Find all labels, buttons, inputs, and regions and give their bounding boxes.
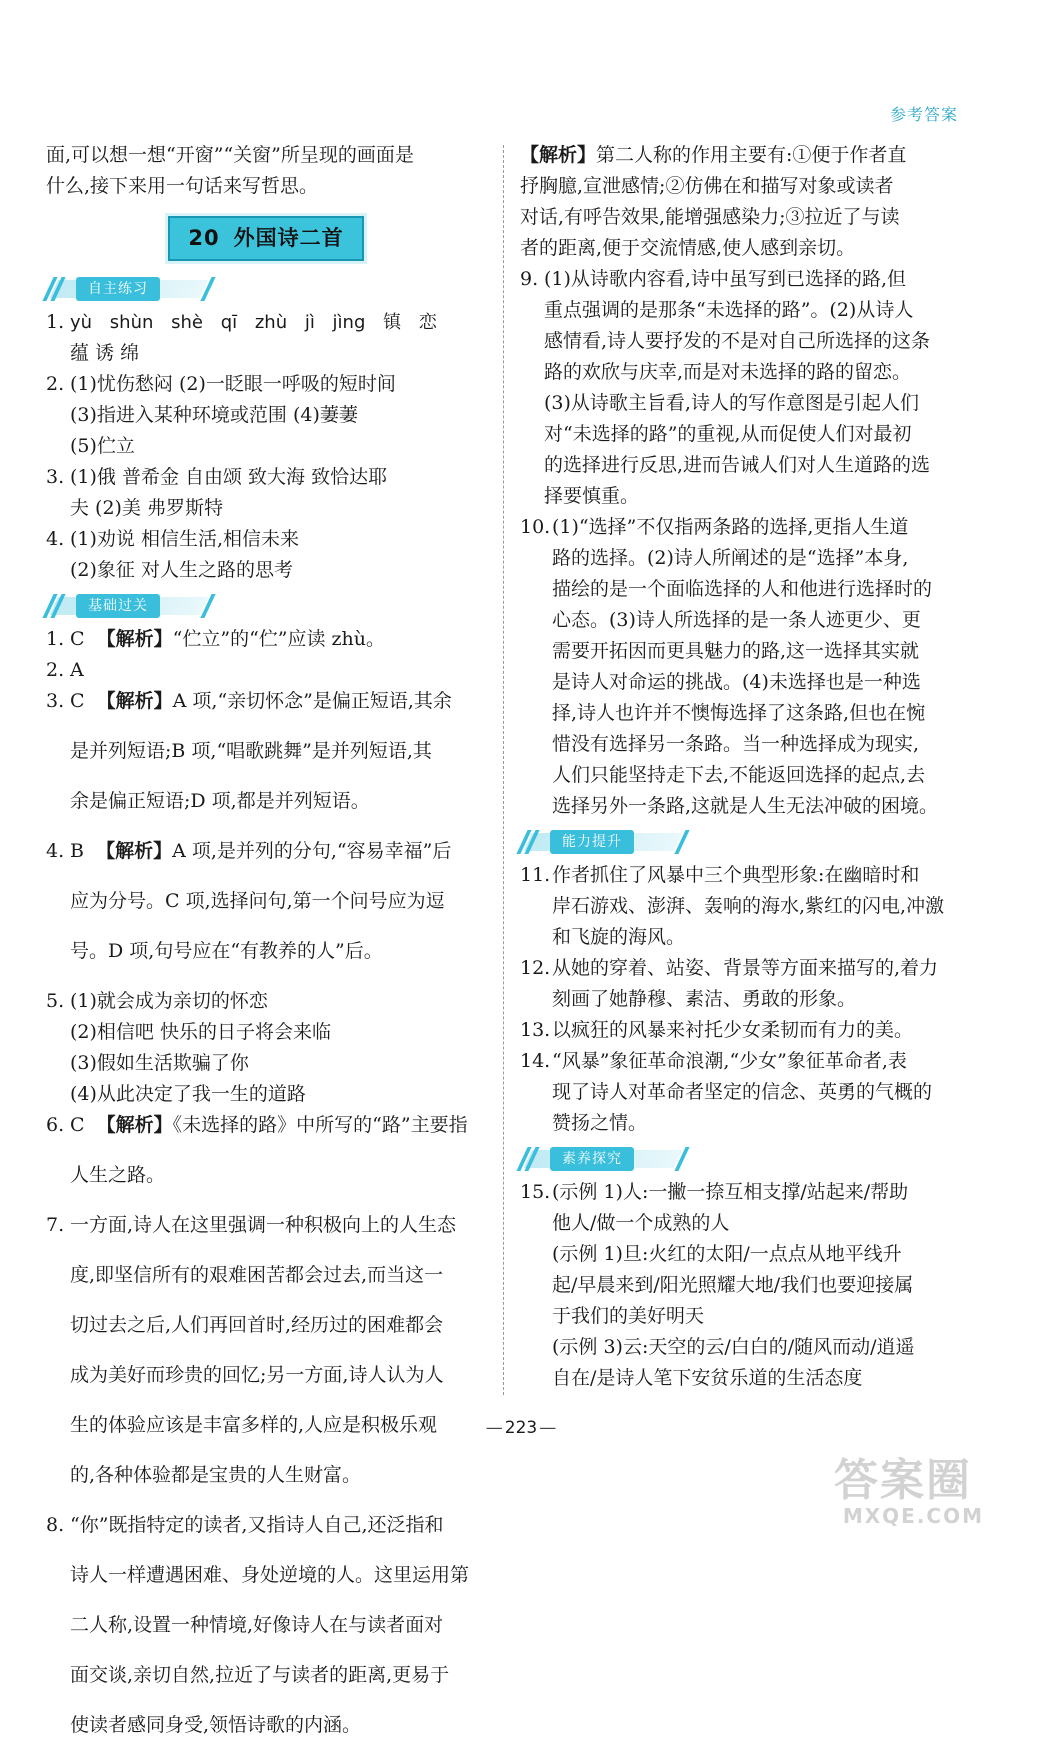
item-number: 7. [46, 1214, 65, 1236]
answer-line: 需要开拓因而更具魅力的路,这一选择其实就 [552, 640, 920, 662]
answer-line: 描绘的是一个面临选择的人和他进行选择时的 [552, 578, 933, 600]
answer-line: 是并列短语;B 项,“唱歌跳舞”是并列短语,其 [70, 740, 432, 762]
item-number: 9. [520, 268, 539, 290]
answer-line: (1)俄 普希金 自由颂 致大海 致恰达耶 [70, 466, 388, 488]
answer-item [46, 836, 486, 867]
answer-line: A 项,是并列的分句,“容易幸福”后 [172, 840, 452, 862]
answer-item [520, 860, 964, 891]
choice-answer: C [70, 628, 85, 650]
answer-line: 重点强调的是那条“未选择的路”。(2)从诗人 [544, 299, 914, 321]
answer-line: 二人称,设置一种情境,好像诗人在与读者面对 [70, 1614, 444, 1636]
answer-line: 人们只能坚持走下去,不能返回选择的起点,去 [552, 764, 926, 786]
answer-line: “你”既指特定的读者,又指诗人自己,还泛指和 [70, 1514, 444, 1536]
answer-item [46, 462, 486, 493]
answer-line: (1)“选择”不仅指两条路的选择,更指人生道 [552, 516, 909, 538]
answer-key-header: 参考答案 [889, 105, 958, 124]
lesson-title [168, 216, 363, 261]
intro-line: 什么,接下来用一句话来写哲思。 [46, 175, 319, 197]
answer-line: 岸石游戏、澎湃、轰响的海水,紫红的闪电,冲激 [552, 895, 945, 917]
answer-line: 使读者感同身受,领悟诗歌的内涵。 [70, 1714, 362, 1736]
answer-line: 诗人一样遭遇困难、身处逆境的人。这里运用第 [70, 1564, 470, 1586]
answer-line: A 项,“亲切怀念”是偏正短语,其余 [172, 690, 452, 712]
answer-line: (1)劝说 相信生活,相信未来 [70, 528, 299, 550]
choice-answer: C [70, 690, 85, 712]
answer-line: (2)相信吧 快乐的日子将会来临 [70, 1021, 331, 1043]
page-number: — 223 — [0, 1418, 1042, 1438]
analysis-tag: 【解析】 [96, 690, 173, 712]
answer-line: 是诗人对命运的挑战。(4)未选择也是一种选 [552, 671, 921, 693]
answer-item [520, 953, 964, 984]
item-number: 3. [46, 690, 65, 712]
lesson-name: 外国诗二首 [233, 226, 344, 250]
answer-line: (示例 3)云:天空的云/白白的/随风而动/逍遥 [552, 1336, 915, 1358]
answer-line: 对“未选择的路”的重视,从而促使人们对最初 [544, 423, 912, 445]
answer-line: 蕴 诱 绵 [70, 342, 140, 364]
answer-item [520, 264, 964, 295]
item-number: 4. [46, 528, 65, 550]
item-number: 1. [46, 311, 65, 333]
section-header-basics [46, 590, 486, 622]
answer-line: 对话,有呼告效果,能增强感染力;③拉近了与读 [520, 206, 900, 228]
answer-item [520, 1046, 964, 1077]
item-number: 2. [46, 373, 65, 395]
answer-item [520, 1177, 964, 1208]
watermark-logo [834, 1455, 984, 1528]
item-number: 10. [520, 516, 551, 538]
answer-line: 余是偏正短语;D 项,都是并列短语。 [70, 790, 370, 812]
answer-line: 自在/是诗人笔下安贫乐道的生活态度 [552, 1367, 863, 1389]
answer-item [46, 986, 486, 1017]
answer-line: 《未选择的路》中所写的“路”主要指 [172, 1114, 468, 1136]
answer-item [46, 624, 486, 655]
analysis-tag: 【解析】 [96, 628, 173, 650]
answer-line: 人生之路。 [70, 1164, 166, 1186]
item-number: 4. [46, 840, 65, 862]
answer-line: 选择另外一条路,这就是人生无法冲破的困境。 [552, 795, 939, 817]
answer-line: 和飞旋的海风。 [552, 926, 686, 948]
item-number: 8. [46, 1514, 65, 1536]
pinyin-answers: yù shùn shè qī zhù jì jìng 镇 恋 [70, 312, 437, 333]
item-number: 3. [46, 466, 65, 488]
answer-line: 路的欢欣与庆幸,而是对未选择的路的留恋。 [544, 361, 912, 383]
answer-item [46, 655, 486, 686]
answer-line: “伫立”的“伫”应读 zhù。 [172, 628, 386, 650]
left-column [46, 140, 486, 1760]
section-header-literacy [520, 1143, 964, 1175]
answer-item [46, 307, 486, 338]
answer-line: 生的体验应该是丰富多样的,人应是积极乐观 [70, 1414, 438, 1436]
answer-line: 他人/做一个成熟的人 [552, 1212, 730, 1234]
column-divider [503, 145, 504, 1395]
answer-line: 惜没有选择另一条路。当一种选择成为现实, [552, 733, 920, 755]
answer-line: 择要慎重。 [544, 485, 640, 507]
answer-line: (3)假如生活欺骗了你 [70, 1052, 249, 1074]
analysis-tag: 【解析】 [96, 840, 173, 862]
answer-item [46, 1110, 486, 1141]
answer-line: 夫 (2)美 弗罗斯特 [70, 497, 223, 519]
answer-line: 面交谈,亲切自然,拉近了与读者的距离,更易于 [70, 1664, 450, 1686]
section-label: 能力提升 [550, 830, 634, 854]
answer-line: (1)从诗歌内容看,诗中虽写到已选择的路,但 [544, 268, 906, 290]
item-number: 13. [520, 1019, 551, 1041]
intro-line: 面,可以想一想“开窗”“关窗”所呈现的画面是 [46, 144, 414, 166]
answer-line: 【解析】第二人称的作用主要有:①便于作者直 [520, 144, 907, 166]
answer-line: 心态。(3)诗人所选择的是一条人迹更少、更 [552, 609, 921, 631]
answer-line: 择,诗人也许并不懊悔选择了这条路,但也在惋 [552, 702, 926, 724]
answer-line: (示例 1)人:一撇一捺互相支撑/站起来/帮助 [552, 1181, 909, 1203]
answer-line: 的,各种体验都是宝贵的人生财富。 [70, 1464, 362, 1486]
item-number: 12. [520, 957, 551, 979]
answer-item [46, 1510, 486, 1541]
answer-line: 者的距离,便于交流情感,使人感到亲切。 [520, 237, 856, 259]
lesson-title-block [46, 216, 486, 261]
answer-line: 作者抓住了风暴中三个典型形象:在幽暗时和 [552, 864, 920, 886]
answer-item [46, 1210, 486, 1241]
answer-line: (1)就会成为亲切的怀恋 [70, 990, 268, 1012]
answer-line: 赞扬之情。 [552, 1112, 648, 1134]
section-label: 素养探究 [550, 1147, 634, 1171]
answer-line: 路的选择。(2)诗人所阐述的是“选择”本身, [552, 547, 909, 569]
answer-item [520, 1015, 964, 1046]
analysis-tag: 【解析】 [96, 1114, 173, 1136]
answer-line: 以疯狂的风暴来衬托少女柔韧而有力的美。 [552, 1019, 914, 1041]
section-label: 自主练习 [76, 277, 160, 301]
answer-line: 度,即坚信所有的艰难困苦都会过去,而当这一 [70, 1264, 444, 1286]
answer-item [46, 524, 486, 555]
answer-line: 的选择进行反思,进而告诫人们对人生道路的选 [544, 454, 931, 476]
section-label: 基础过关 [76, 594, 160, 618]
answer-line: (3)从诗歌主旨看,诗人的写作意图是引起人们 [544, 392, 919, 414]
answer-line: 一方面,诗人在这里强调一种积极向上的人生态 [70, 1214, 457, 1236]
answer-item [46, 686, 486, 717]
answer-line: 起/早晨来到/阳光照耀大地/我们也要迎接属 [552, 1274, 914, 1296]
answer-item [520, 512, 964, 543]
item-number: 5. [46, 990, 65, 1012]
answer-line: 成为美好而珍贵的回忆;另一方面,诗人认为人 [70, 1364, 444, 1386]
answer-line: 感情看,诗人要抒发的不是对自己所选择的这条 [544, 330, 931, 352]
lesson-number: 20 [188, 226, 220, 250]
answer-line: 号。D 项,句号应在“有教养的人”后。 [70, 940, 383, 962]
answer-line: (3)指进入某种环境或范围 (4)萋萋 [70, 404, 358, 426]
watermark-url: MXQE.COM [842, 1504, 984, 1528]
item-number: 11. [520, 864, 551, 886]
section-header-ability [520, 826, 964, 858]
item-number: 14. [520, 1050, 551, 1072]
answer-line: 切过去之后,人们再回首时,经历过的困难都会 [70, 1314, 444, 1336]
choice-answer: C [70, 1114, 85, 1136]
item-number: 15. [520, 1181, 551, 1203]
answer-line: (示例 1)旦:火红的太阳/一点点从地平线升 [552, 1243, 902, 1265]
answer-line: “风暴”象征革命浪潮,“少女”象征革命者,表 [552, 1050, 907, 1072]
answer-line: 于我们的美好明天 [552, 1305, 705, 1327]
item-number: 2. [46, 659, 65, 681]
right-column [520, 140, 964, 1394]
answer-line: (2)象征 对人生之路的思考 [70, 559, 293, 581]
answer-item [46, 369, 486, 400]
choice-answer: B [70, 840, 84, 862]
answer-line: 现了诗人对革命者坚定的信念、英勇的气概的 [552, 1081, 933, 1103]
analysis-tag: 【解析】 [520, 144, 597, 166]
answer-line: 刻画了她静穆、素洁、勇敢的形象。 [552, 988, 857, 1010]
watermark-text: 答案圈 [834, 1455, 972, 1506]
answer-line: (1)忧伤愁闷 (2)一眨眼一呼吸的短时间 [70, 373, 396, 395]
item-number: 6. [46, 1114, 65, 1136]
choice-answer: A [70, 659, 84, 681]
section-header-self-practice [46, 273, 486, 305]
answer-line: 从她的穿着、站姿、背景等方面来描写的,着力 [552, 957, 939, 979]
answer-line: 应为分号。C 项,选择问句,第一个问号应为逗 [70, 890, 445, 912]
item-number: 1. [46, 628, 65, 650]
answer-line: (4)从此决定了我一生的道路 [70, 1083, 306, 1105]
answer-line: 抒胸臆,宣泄感情;②仿佛在和描写对象或读者 [520, 175, 894, 197]
answer-line: (5)伫立 [70, 435, 135, 457]
